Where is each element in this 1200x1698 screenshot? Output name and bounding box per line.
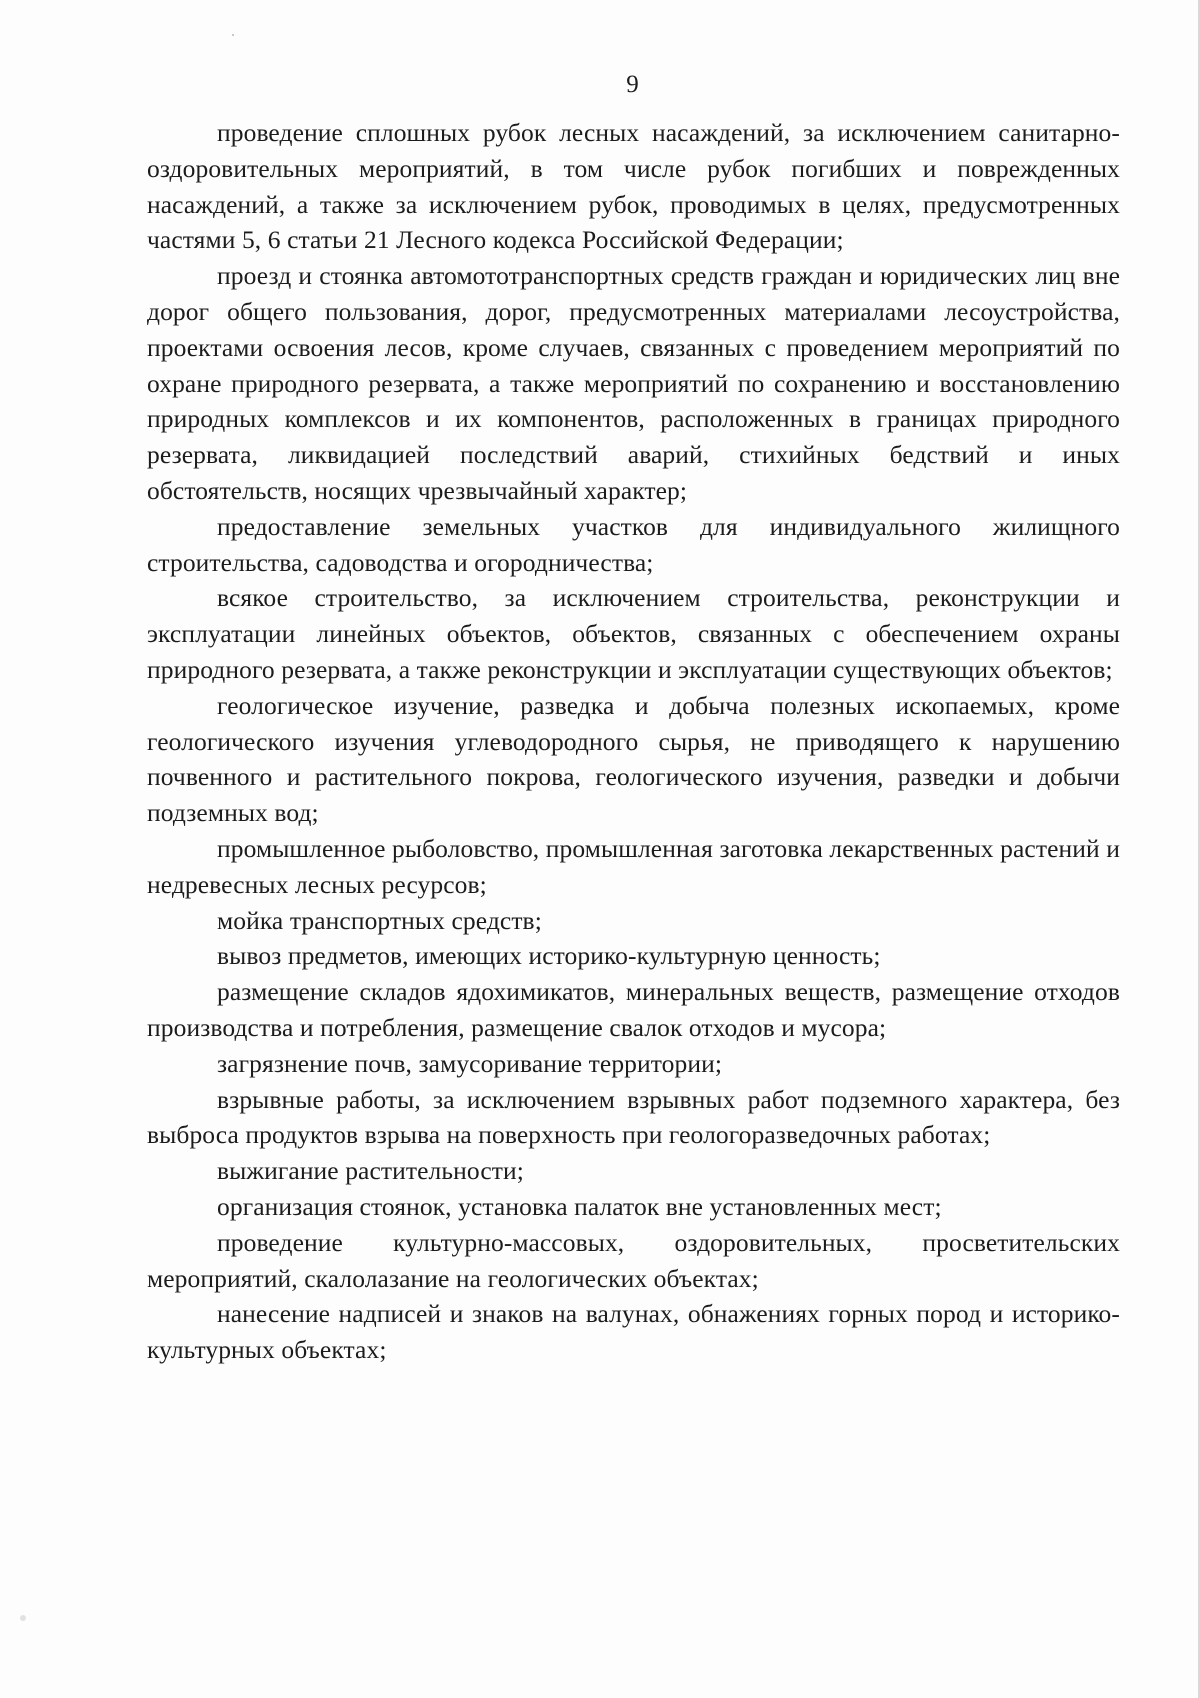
- paragraph: предоставление земельных участков для индивидуального жилищного строительства, садоводства и огородничества;: [147, 511, 1120, 577]
- paragraph: взрывные работы, за исключением взрывных работ подземного характера, без выброса продуктов взрыва на поверхность при геологоразведочных работах;: [147, 1084, 1120, 1150]
- paragraph: проведение сплошных рубок лесных насаждений, за исключением санитарно-оздоровительных мероприятий, в том числе рубок погибших и поврежденных насаждений, а также за исключением рубок, проводимых в целях, предусмотренных частями 5, 6 статьи 21 Лесного кодекса Российской Федерации;: [147, 118, 1120, 255]
- paragraph: всякое строительство, за исключением строительства, реконструкции и эксплуатации линейных объектов, объектов, связанных с обеспечением охраны природного резервата, а также реконструкции и эксплуатации существующих объектов;: [147, 583, 1120, 684]
- paragraph: геологическое изучение, разведка и добыча полезных ископаемых, кроме геологического изучения углеводородного сырья, не приводящего к нарушению почвенного и растительного покрова, геологического изучения, разведки и добычи подземных вод;: [147, 690, 1120, 828]
- page-number: 9: [626, 71, 639, 98]
- paragraph: вывоз предметов, имеющих историко-культурную ценность;: [217, 941, 881, 971]
- paragraph: размещение складов ядохимикатов, минеральных веществ, размещение отходов производства и потребления, размещение свалок отходов и мусора;: [147, 977, 1120, 1042]
- paragraph: загрязнение почв, замусоривание территории;: [217, 1048, 723, 1078]
- paragraph: мойка транспортных средств;: [217, 905, 542, 935]
- paragraph: нанесение надписей и знаков на валунах, обнажениях горных пород и историко-культурных объектах;: [147, 1299, 1120, 1365]
- scan-speck: [20, 1615, 26, 1621]
- paragraph: выжигание растительности;: [217, 1156, 524, 1186]
- document-body: [147, 115, 1120, 1368]
- scan-speck: [232, 34, 234, 36]
- paragraph: проезд и стоянка автомототранспортных средств граждан и юридических лиц вне дорог общего пользования, дорог, предусмотренных материалами лесоустройства, проектами освоения лесов, кроме случаев, связанных с проведением мероприятий по охране природного резервата, а также мероприятий по сохранению и восстановлению природных комплексов и их компонентов, расположенных в границах природного резервата, ликвидацией последствий аварий, стихийных бедствий и иных обстоятельств, носящих чрезвычайный характер;: [147, 261, 1120, 505]
- paragraph: проведение культурно-массовых, оздоровительных, просветительских мероприятий, скалолазание на геологических объектах;: [147, 1227, 1120, 1293]
- paragraph: промышленное рыболовство, промышленная заготовка лекарственных растений и недревесных лесных ресурсов;: [147, 833, 1120, 899]
- paragraph: организация стоянок, установка палаток вне установленных мест;: [217, 1191, 942, 1221]
